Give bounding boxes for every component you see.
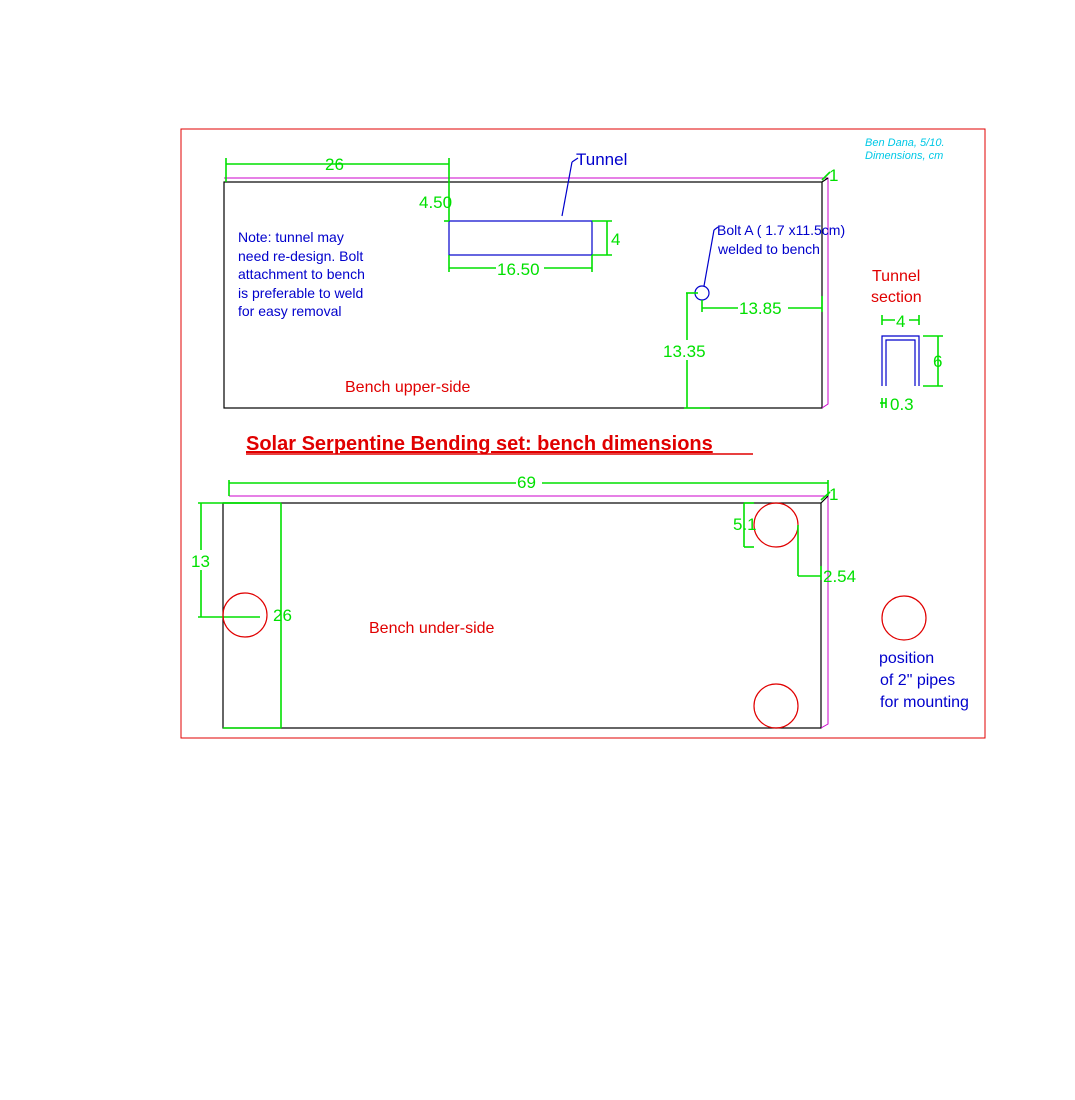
note-line-5: for easy removal <box>238 303 342 319</box>
dim-tunnel-height-label: 4 <box>611 230 621 249</box>
pipe-circle-top-right <box>754 503 798 547</box>
note-line-3: attachment to bench <box>238 266 365 282</box>
tunnel-section-width-label: 4 <box>896 312 906 331</box>
tunnel-section-height-label: 6 <box>933 352 943 371</box>
note-line-1: Note: tunnel may <box>238 229 344 245</box>
dim-69-label: 69 <box>517 473 536 492</box>
bench-upper-side <box>224 150 845 408</box>
author-note-line-1: Ben Dana, 5/10. <box>865 137 945 149</box>
tunnel-section-detail <box>871 268 943 414</box>
bolt-a-label-line-2: welded to bench <box>718 241 820 257</box>
bench-under-caption: Bench under-side <box>369 620 495 637</box>
dim-13-85-label: 13.85 <box>739 299 782 318</box>
note-line-4: is preferable to weld <box>238 285 364 301</box>
tunnel-rect <box>449 221 592 255</box>
dim-13-35-label: 13.35 <box>663 342 706 361</box>
pipe-circle-left <box>223 593 267 637</box>
tunnel-section-thickness-label: 0.3 <box>890 395 914 414</box>
tunnel-section-profile-inner <box>886 340 915 386</box>
pipe-note-line-2: of 2" pipes <box>880 672 956 689</box>
tunnel-section-title-2: section <box>871 289 922 306</box>
bolt-a-leader <box>704 230 714 286</box>
dim-13-label: 13 <box>191 552 210 571</box>
dim-corner-upper-label: 1 <box>829 166 839 185</box>
dim-2-54-label: 2.54 <box>823 567 857 586</box>
tunnel-leader <box>562 162 572 216</box>
pipe-note-line-3: for mounting <box>880 694 969 711</box>
pipe-circle-legend <box>882 596 926 640</box>
dim-26-label: 26 <box>325 155 344 174</box>
bench-under-outline <box>223 503 821 728</box>
dim-4-50-label: 4.50 <box>419 193 453 212</box>
dim-corner-under-label: 1 <box>829 485 839 504</box>
pipe-note-line-1: position <box>879 650 935 667</box>
author-note-line-2: Dimensions, cm <box>865 150 944 162</box>
bench-upper-caption: Bench upper-side <box>345 379 471 396</box>
tunnel-label: Tunnel <box>576 150 628 169</box>
pipe-circle-bottom-right <box>754 684 798 728</box>
dim-16-50-label: 16.50 <box>497 260 540 279</box>
drawing-title: Solar Serpentine Bending set: bench dimensions <box>246 433 713 455</box>
tunnel-section-profile-outer <box>882 336 919 386</box>
tunnel-section-title-1: Tunnel <box>872 268 921 285</box>
bench-under-side <box>190 473 969 728</box>
dim-26-width-label: 26 <box>273 606 292 625</box>
bolt-a-label-line-1: Bolt A ( 1.7 x11.5cm) <box>717 222 846 238</box>
note-line-2: need re-design. Bolt <box>238 248 364 264</box>
dim-5-1-label: 5.1 <box>733 515 757 534</box>
